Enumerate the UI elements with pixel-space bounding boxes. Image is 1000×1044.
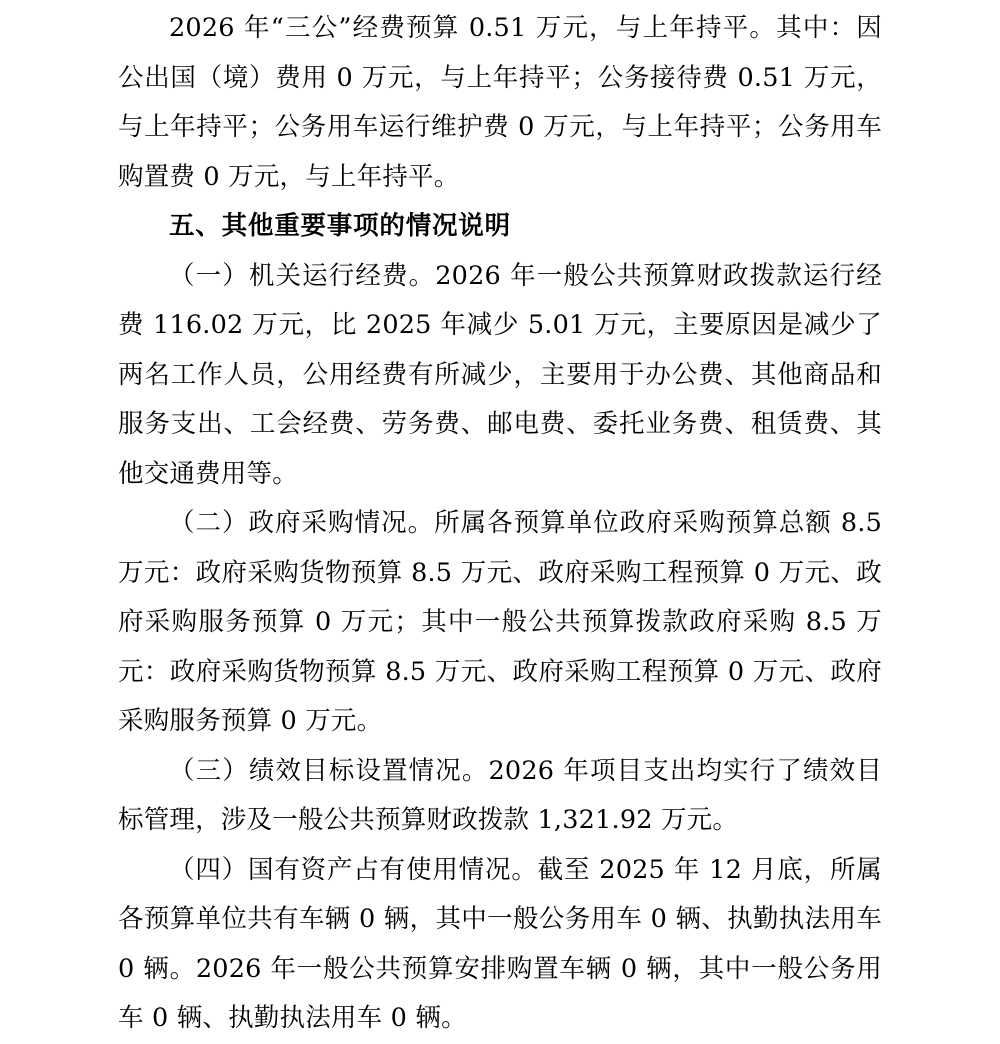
paragraph-government-procurement: （二）政府采购情况。所属各预算单位政府采购预算总额 8.5 万元：政府采购货物预算 8.5 万元、政府采购工程预算 0 万元、政府采购服务预算 0 万元；其中一般公共预算拨款政府采购 8.5 万元：政府采购货物预算 8.5 万元、政府采购工程预算 0 万元、政府采购服务预算 0 万元。 (118, 508, 882, 736)
section-heading-five: 五、其他重要事项的情况说明 (169, 211, 511, 241)
paragraph-state-owned-assets: （四）国有资产占有使用情况。截至 2025 年 12 月底，所属各预算单位共有车辆 0 辆，其中一般公务用车 0 辆、执勤执法用车 0 辆。2026 年一般公共预算安排购置车辆 0 辆，其中一般公务用车 0 辆、执勤执法用车 0 辆。 (118, 854, 882, 1033)
paragraph-sangong-budget: 2026 年“三公”经费预算 0.51 万元，与上年持平。其中：因公出国（境）费用 0 万元，与上年持平；公务接待费 0.51 万元，与上年持平；公务用车运行维护费 0 万元，与上年持平；公务用车购置费 0 万元，与上年持平。 (118, 13, 882, 192)
paragraph-agency-operating-expenses: （一）机关运行经费。2026 年一般公共预算财政拨款运行经费 116.02 万元，比 2025 年减少 5.01 万元，主要原因是减少了两名工作人员，公用经费有所减少，主要用于办公费、其他商品和服务支出、工会经费、劳务费、邮电费、委托业务费、租赁费、其他交通费用等。 (118, 260, 882, 489)
paragraph-performance-targets: （三）绩效目标设置情况。2026 年项目支出均实行了绩效目标管理，涉及一般公共预算财政拨款 1,321.92 万元。 (118, 755, 882, 835)
